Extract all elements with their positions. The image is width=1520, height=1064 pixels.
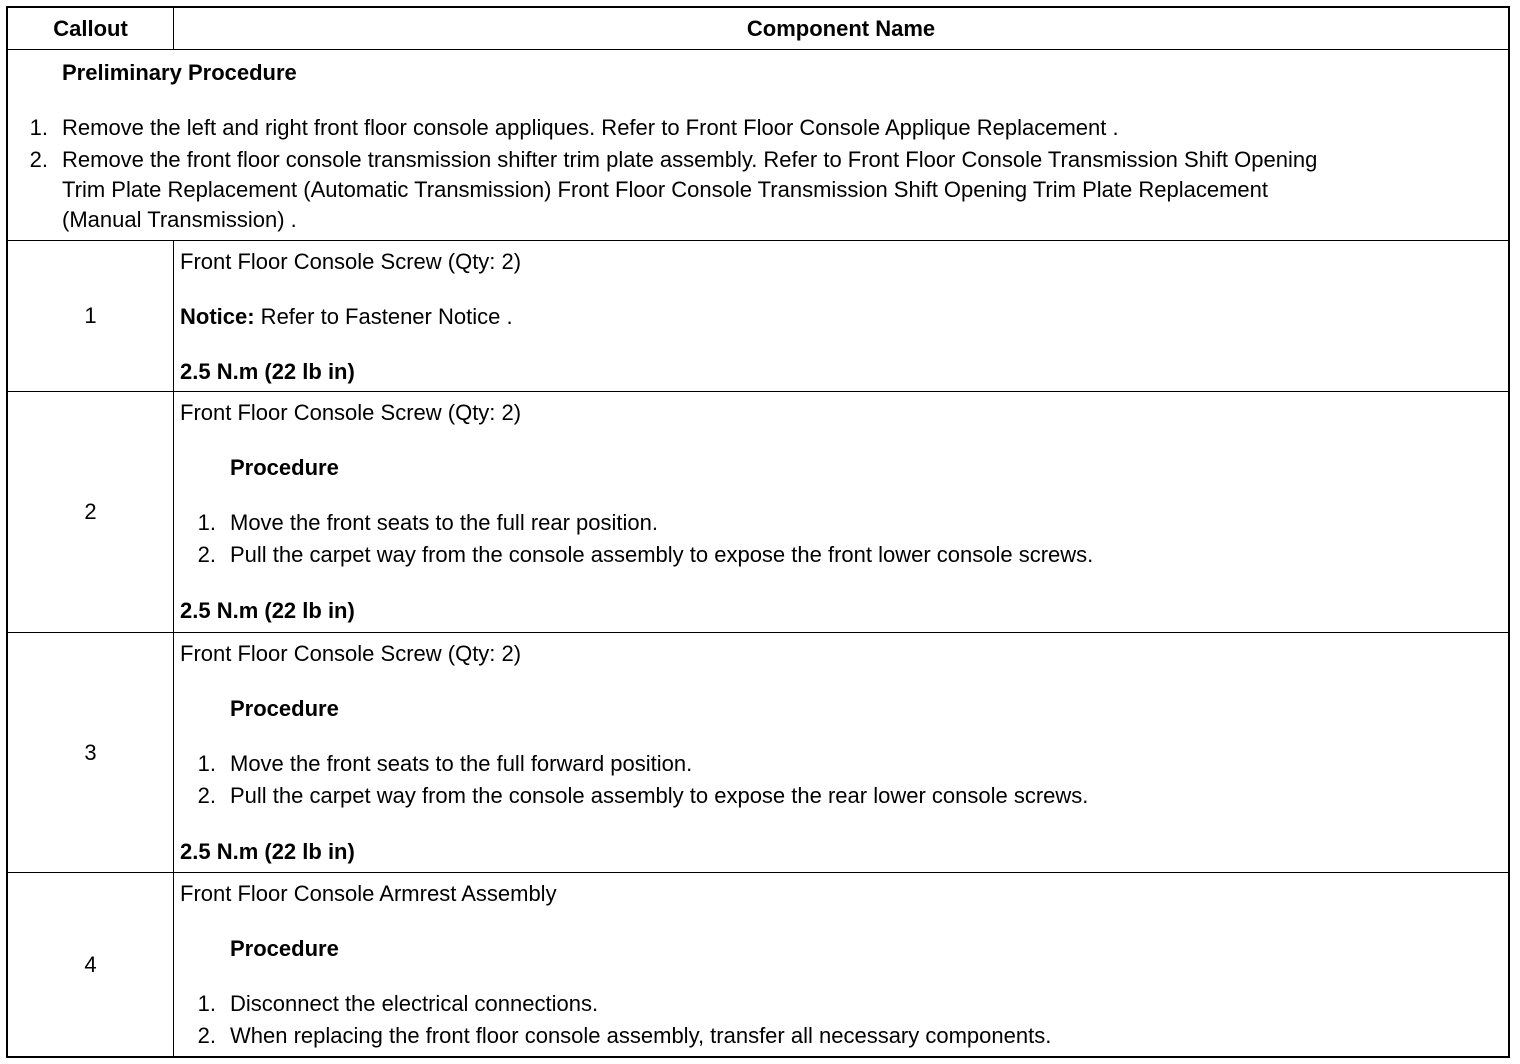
callout-number: 4 [8,873,174,1056]
table-row [8,241,1508,392]
table-row: 3 Front Floor Console Screw (Qty: 2) Procedure 1. Move the front seats to the full forward position. 2. Pull the carpet way from the console assembly to expose the rear lower console screws. 2.5 N.m (22 lb in) [8,633,1508,873]
callout-number: 3 [8,633,174,872]
preliminary-procedure-row: Preliminary Procedure 1. Remove the left and right front floor console appliques. Refer to Front Floor Console Applique Replacement . 2. Remove the front floor console transmission shifter trim plate assembly. Refer to Front Floor Console Transmission Shift Opening Trim Plate Replacement (Automatic Transmission) Front Floor Console Transmission Shift Opening Trim Plate Replacement (Manual Transmission) . [8,50,1508,241]
component-name: Front Floor Console Armrest Assembly [180,881,557,906]
preliminary-title: Preliminary Procedure [62,60,297,85]
notice: Notice: Refer to Fastener Notice . [180,304,513,329]
header-component-name: Component Name [746,15,936,41]
procedure-title: Procedure [230,696,339,721]
header-callout: Callout [8,8,174,49]
procedure-title: Procedure [230,455,339,480]
procedure-title: Procedure [230,936,339,961]
table-row: 4 Front Floor Console Armrest Assembly Procedure 1. Disconnect the electrical connections. 2. When replacing the front floor console assembly, transfer all necessary components. [8,873,1508,1056]
component-name: Front Floor Console Screw (Qty: 2) [180,641,522,666]
callout-number: 1 [8,241,174,391]
component-name: Front Floor Console Screw (Qty: 2) [180,249,522,274]
torque-spec: 2.5 N.m (22 lb in) [180,839,355,864]
torque-spec: 2.5 N.m (22 lb in) [180,598,355,623]
table-header-row [8,8,1508,50]
torque-spec: 2.5 N.m (22 lb in) [180,359,355,384]
component-name: Front Floor Console Screw (Qty: 2) [180,400,522,425]
procedure-table [6,6,1510,1058]
table-row: 2 Front Floor Console Screw (Qty: 2) Procedure 1. Move the front seats to the full rear position. 2. Pull the carpet way from the console assembly to expose the front lower console screws. 2.5 N.m (22 lb in) [8,392,1508,633]
callout-number: 2 [8,392,174,632]
